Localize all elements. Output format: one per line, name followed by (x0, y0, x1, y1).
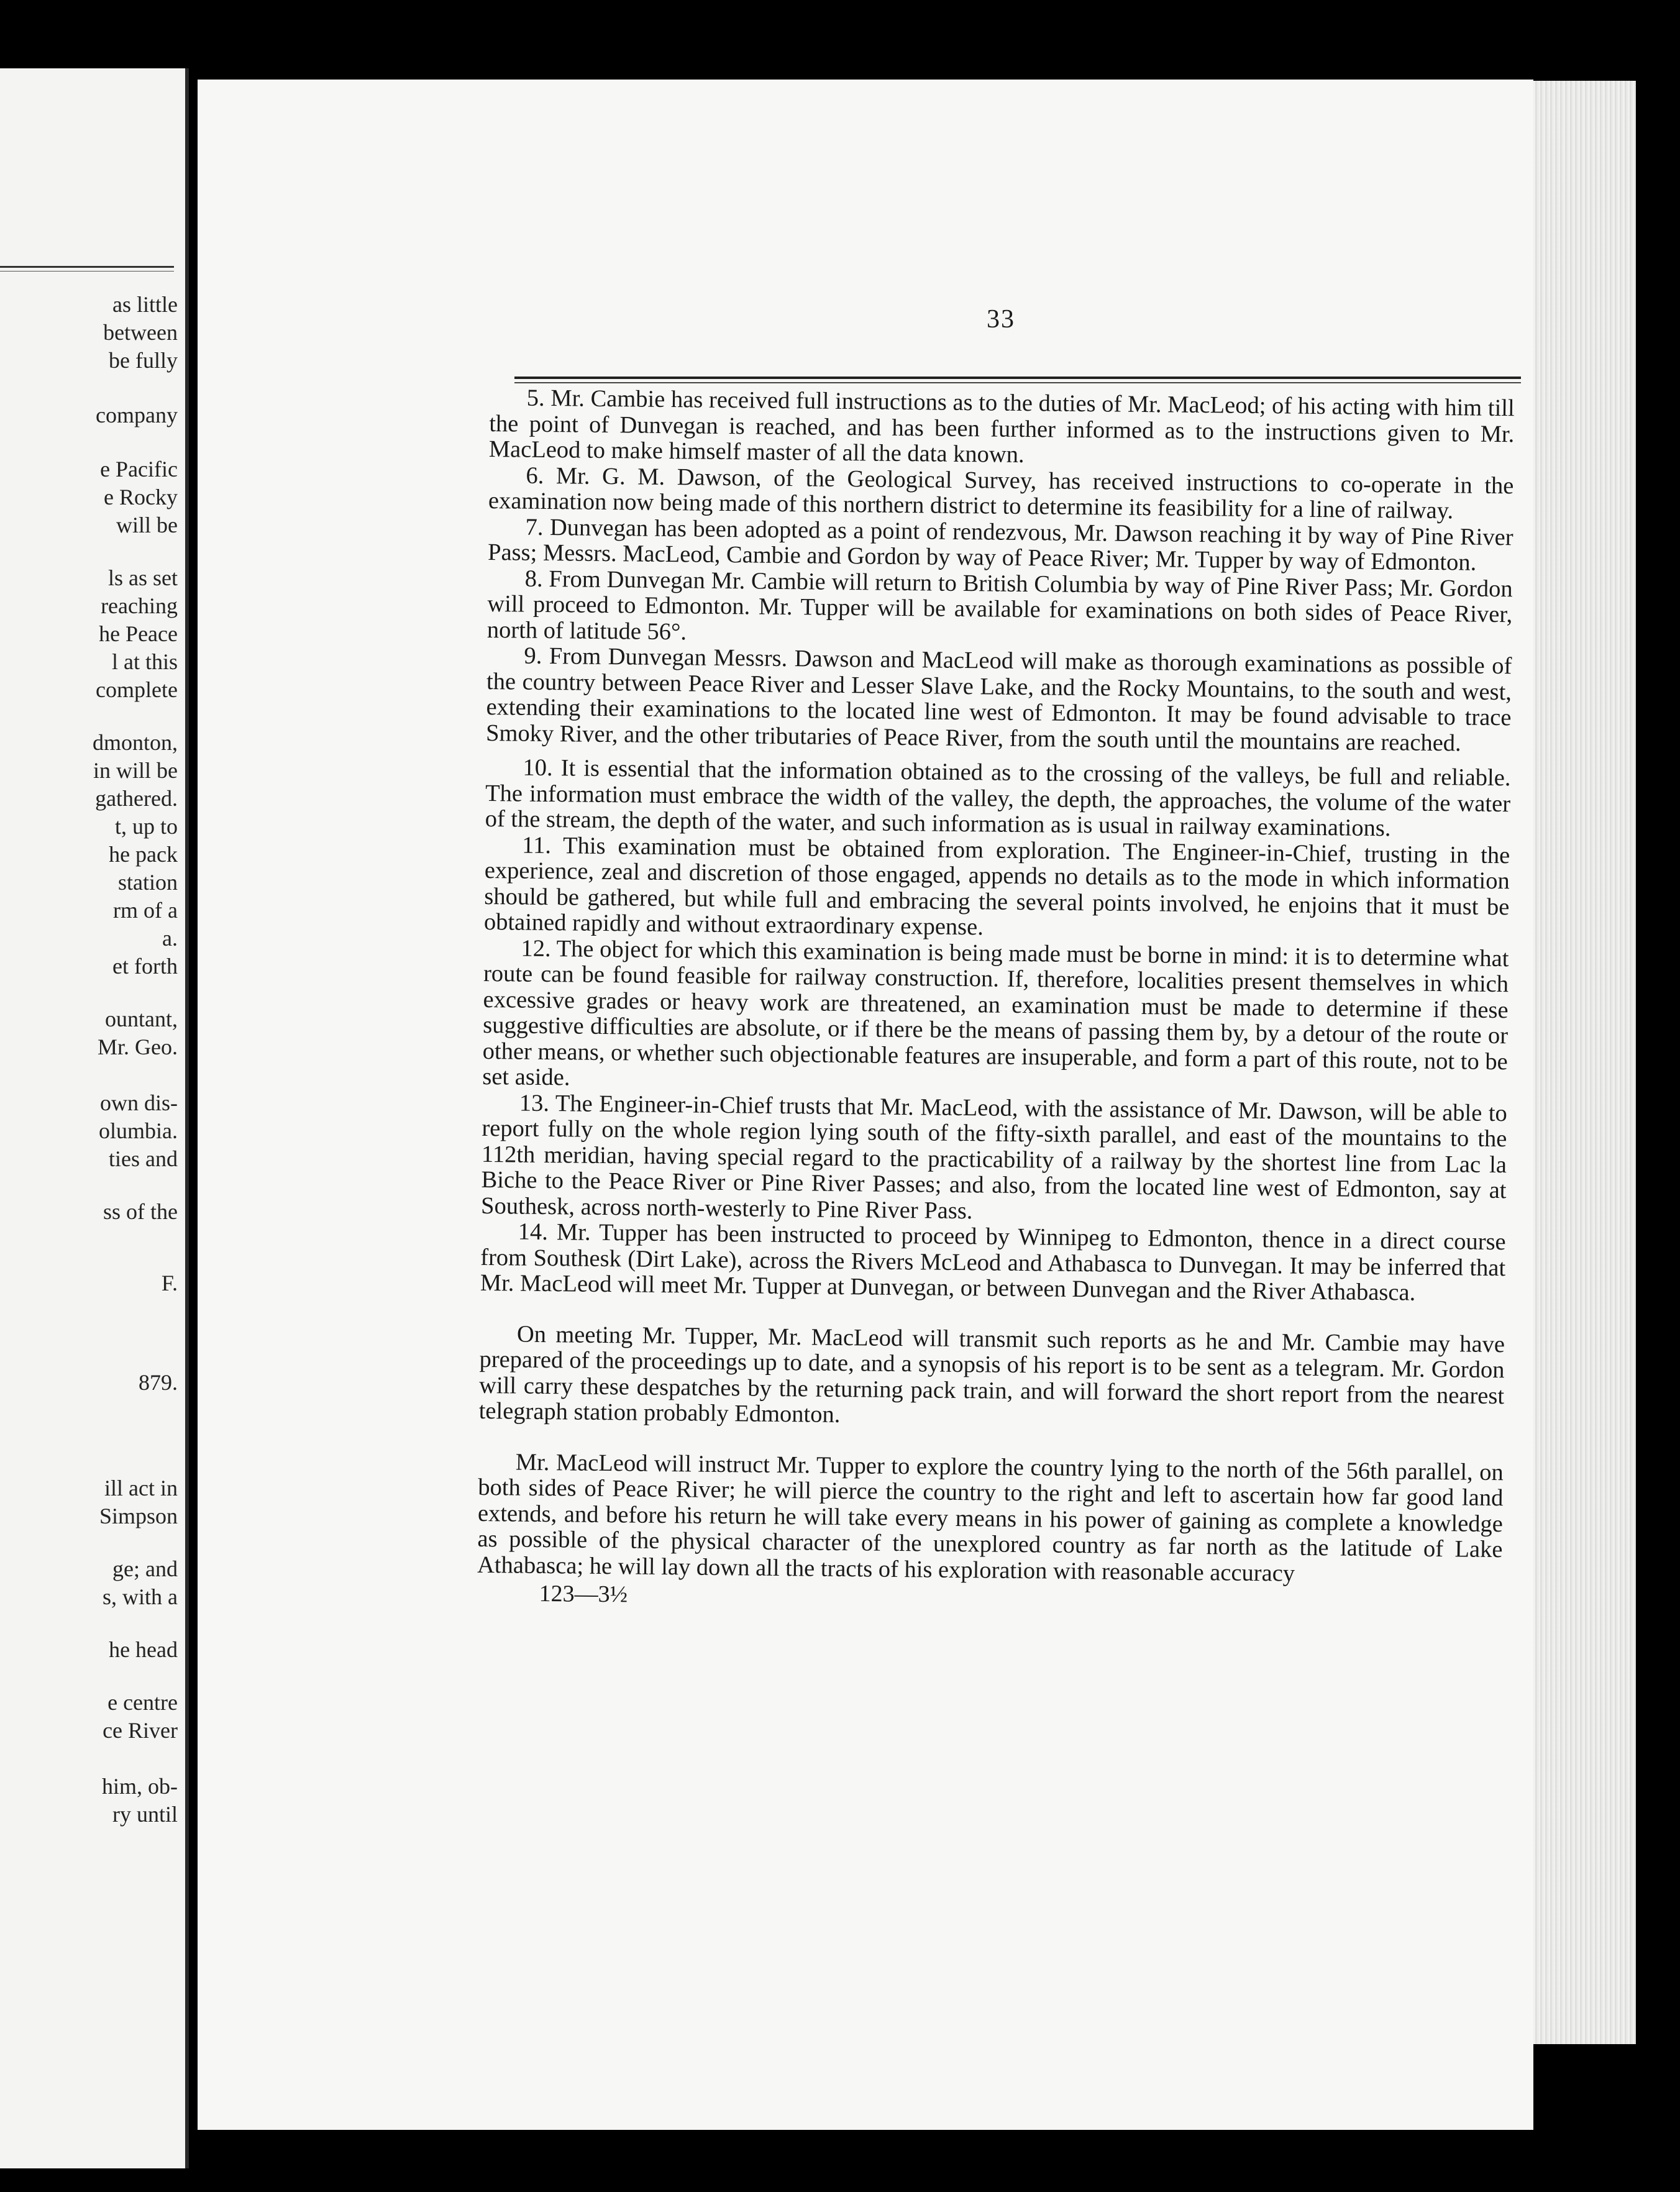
left-fragment: he Peace (99, 621, 178, 646)
header-rule (514, 377, 1521, 379)
left-fragment: as little (112, 292, 178, 317)
left-facing-page (0, 68, 189, 2168)
left-fragment: ountant, (105, 1007, 178, 1031)
paragraph: 14. Mr. Tupper has been instructed to proceed by Winnipeg to Edmonton, thence in a direct course from Southesk (Dirt Lake), across the Rivers McLeod and Athabasca to Dunvegan. It may be inferred that Mr. MacLeod will meet Mr. Tupper at Dunvegan, or between Dunvegan and the River Athabasca. (480, 1218, 1506, 1306)
left-fragment: gathered. (95, 786, 178, 811)
main-page (198, 80, 1533, 2130)
left-fragment: s, with a (103, 1584, 178, 1609)
paragraph: Mr. MacLeod will instruct Mr. Tupper to explore the country lying to the north of the 56th parallel, on both sides of Peace River; he will pierce the country to the right and left to ascertain how far good land extends, and before his return he will take every means in his power of gaining as complete a knowledge as possible of the physical character of the unexplored country as far north as the latitude of Lake Athabasca; he will lay down all the tracts of his exploration with reasonable accuracy (477, 1449, 1504, 1587)
paragraph: 10. It is essential that the information obtained as to the crossing of the valleys, be full and reliable. The information must embrace the width of the valley, the depth, the approaches, the volume of the water of the stream, the depth of the water, and such information as is usual in railway examinations. (485, 754, 1511, 842)
left-fragment: ce River (103, 1718, 178, 1743)
signature-mark: 123—3½ (539, 1580, 628, 1608)
paragraph: 5. Mr. Cambie has received full instructions as to the duties of Mr. MacLeod; of his acting with him till the point of Dunvegan is reached, and has been further informed as to the instructions given to Mr. MacLeod to make himself master of all the data known. (488, 385, 1515, 468)
left-fragment: he head (109, 1637, 178, 1662)
left-fragment: a. (162, 926, 178, 951)
left-fragment: F. (161, 1271, 178, 1295)
left-fragment: complete (96, 677, 178, 702)
left-fragment: own dis- (100, 1090, 178, 1115)
left-fragment: e Rocky (104, 485, 178, 509)
left-fragment: in will be (93, 758, 178, 783)
paragraph: 12. The object for which this examination is being made must be borne in mind: it is to determine what route can be found feasible for railway construction. If, therefore, localities present themselves in which excessive grades or heavy work are threatened, an examination must be made to determine if these suggestive difficulties are absolute, or if there be the means of passing them by, by a detour of the route or other means, or whether such objectionable features are insuperable, and form a part of this route, not to be set aside. (482, 935, 1509, 1091)
left-fragment: ge; and (112, 1556, 178, 1581)
paragraph: 7. Dunvegan has been adopted as a point of rendezvous, Mr. Dawson reaching it by way of Pine River Pass; Messrs. MacLeod, Cambie and Gordon by way of Peace River; Mr. Tupper by way of Edmonton. (487, 514, 1513, 576)
left-fragment: ill act in (104, 1476, 178, 1500)
left-fragment: et forth (112, 954, 178, 979)
left-fragment: e Pacific (100, 457, 178, 482)
paragraph: 13. The Engineer-in-Chief trusts that Mr. MacLeod, with the assistance of Mr. Dawson, will be able to report fully on the whole region lying south of the fifty-sixth parallel, and east of the mountains to the 112th meridian, having special regard to the practicability of a railway by the shortest line from Lac la Biche to the Peace River or Pine River Passes; and also, from the located line west of Edmonton, say at Southesk, across north-westerly to Pine River Pass. (480, 1090, 1508, 1224)
body-text (477, 385, 1514, 1617)
left-fragment: between (103, 320, 178, 345)
left-fragment: ss of the (103, 1199, 178, 1224)
left-fragment: dmonton, (92, 730, 178, 755)
left-fragment: station (118, 870, 178, 895)
left-fragment: he pack (109, 842, 178, 867)
left-fragment: Mr. Geo. (98, 1034, 178, 1059)
left-fragment: will be (116, 513, 178, 537)
left-fragment: t, up to (114, 814, 178, 839)
paragraph: 11. This examination must be obtained from exploration. The Engineer-in-Chief, trusting in the experience, zeal and discretion of those engaged, appends no details as to the mode in which information should be gathered, but while full and embracing the several points involved, he enjoins that it must be obtained rapidly and without extraordinary expense. (483, 832, 1510, 941)
page-number: 33 (987, 305, 1015, 334)
left-fragment: be fully (109, 348, 178, 373)
left-page-rule-thin (0, 271, 174, 272)
left-fragment: reaching (101, 593, 178, 618)
header-rule-thin (514, 382, 1521, 383)
left-fragment: rm of a (113, 898, 178, 923)
left-fragment: olumbia. (99, 1118, 178, 1143)
paragraph: On meeting Mr. Tupper, Mr. MacLeod will transmit such reports as he and Mr. Cambie may have prepared of the proceedings up to date, and a synopsis of his report is to be sent as a telegram. Mr. Gordon will carry these despatches by the returning pack train, and will forward the short report from the nearest telegraph station probably Edmonton. (478, 1321, 1505, 1428)
left-fragment: company (96, 403, 178, 427)
left-fragment: 879. (139, 1370, 178, 1395)
paragraph: 8. From Dunvegan Mr. Cambie will return to British Columbia by way of Pine River Pass; Mr. Gordon will proceed to Edmonton. Mr. Tupper will be available for examinations on both sides of Peace River, north of latitude 56°. (486, 565, 1513, 645)
left-fragment: ls as set (108, 565, 178, 590)
paragraph: 6. Mr. G. M. Dawson, of the Geological Survey, has received instructions to co-operate in the examination now being made of this northern district to determine its feasibility for a line of railway. (488, 462, 1514, 524)
left-fragment: l at this (112, 649, 178, 674)
left-fragment: Simpson (99, 1504, 178, 1528)
left-page-rule (0, 266, 174, 268)
left-fragment: him, ob- (102, 1774, 178, 1799)
left-fragment: ry until (112, 1802, 178, 1827)
left-fragment: ties and (109, 1146, 178, 1171)
paragraph: 9. From Dunvegan Messrs. Dawson and MacLeod will make as thorough examinations as possible of the country between Peace River and Lesser Slave Lake, and the Rocky Mountains, to the south and west, extending their examinations to the located line west of Edmonton. It may be found advisable to trace Smoky River, and the other tributaries of Peace River, from the south until the mountains are reached. (485, 642, 1512, 756)
left-fragment: e centre (107, 1690, 178, 1715)
